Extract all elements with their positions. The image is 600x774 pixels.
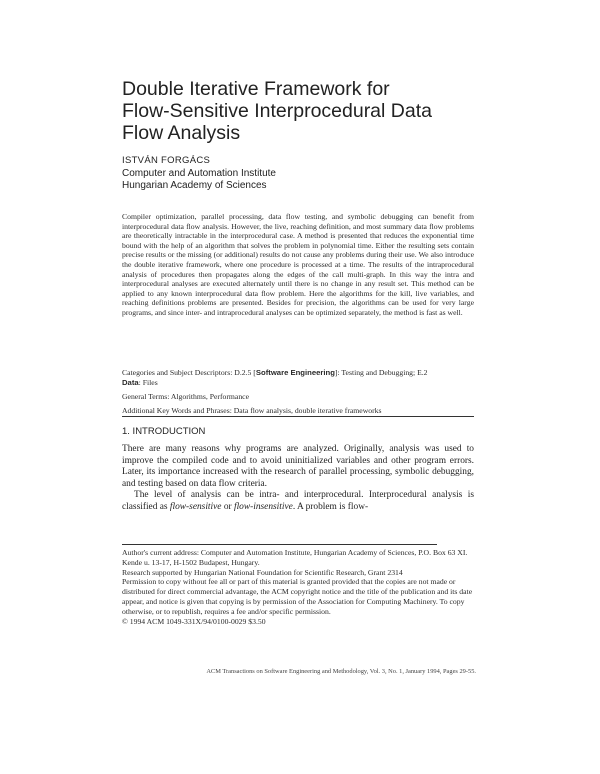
categories-descriptors (122, 368, 474, 387)
categories-label: Categories and Subject Descriptors: (122, 368, 233, 377)
emphasis-flow-insensitive: flow-insensitive (233, 501, 293, 512)
footnote-copyright: © 1994 ACM 1049-331X/94/0100-0029 $3.50 (122, 616, 266, 626)
affiliation-line-1: Computer and Automation Institute (122, 168, 276, 179)
paper-title (122, 78, 482, 144)
title-line-3: Flow Analysis (122, 122, 241, 144)
affiliation-line-2: Hungarian Academy of Sciences (122, 180, 267, 191)
title-line-1: Double Iterative Framework for (122, 78, 390, 100)
paragraph-1: There are many reasons why programs are analyzed. Originally, analysis was used to improve the compiled code and to avoid uninitialized variables and other program errors. Later, its importance increased with the research of parallel processing, symbolic debugging, and testing based on data flow criteria. (122, 444, 474, 489)
footnote-address: Author's current address: Computer and Automation Institute, Hungarian Academy of Sciences, P.O. Box 63 XI. Kende u. 13-17, H-1502 Budapest, Hungary. (122, 548, 468, 567)
abstract: Compiler optimization, parallel processing, data flow testing, and symbolic debugging can benefit from interprocedural data flow analysis. However, the live, reaching definition, and most summary data flow problems are theoretically intractable in the interprocedural case. A method is presented that reduces the exponential time bound with the help of an algorithm that solves the problem in polynomial time. Either the resulting sets contain precise results or the missing (or additional) results do not cause any problems during their use. We also introduce the double iterative framework, where one procedure is processed at a time. The results of the intraprocedural analysis of procedures then propagates along the edges of the call multi-graph. In this way the intra and interprocedural analyses are executed alternately until there is no change in any result set. This method can be applied to any known interprocedural data flow problem. Here the algorithms for the kill, live variables, and reaching definitions problems are presented. Besides for precision, the algorithms can be used for very large programs, and since inter- and intraprocedural analyses can be optimized separately, the method is fast as well. (122, 212, 474, 317)
paragraph-2-b: or (221, 501, 234, 512)
categories-line2-bold: Data (122, 377, 139, 387)
footnote-permission: Permission to copy without fee all or part of this material is granted provided that the copies are not made or distributed for direct commercial advantage, the ACM copyright notice and the title of the publication and its date appear, and notice is given that copying is by permission of the Association for Computing Machinery. To copy otherwise, or to republish, requires a fee and/or specific permission. (122, 577, 473, 616)
body-text (122, 444, 474, 514)
paragraph-2 (122, 490, 474, 513)
paragraph-2-c: . A problem is flow- (292, 501, 369, 512)
footnote (122, 548, 474, 626)
author-affiliation (122, 168, 276, 192)
footnote-divider (122, 544, 437, 545)
title-line-2: Flow-Sensitive Interprocedural Data (122, 100, 432, 122)
paragraph-2-a: The level of analysis can be intra- and interprocedural. Interprocedural analysis is classified as (122, 490, 474, 512)
categories-line2: : Files (138, 377, 158, 387)
categories-text-2: ]: Testing and Debugging; E.2 (334, 368, 428, 377)
footnote-support: Research supported by Hungarian National Foundation for Scientific Research, Grant 2314 (122, 567, 403, 577)
general-terms: General Terms: Algorithms, Performance (122, 392, 249, 401)
categories-text: D.2.5 [ (232, 368, 256, 377)
header-divider (122, 416, 474, 417)
section-heading: 1. INTRODUCTION (122, 426, 206, 437)
categories-bold: Software Engineering (255, 368, 335, 377)
emphasis-flow-sensitive: flow-sensitive (169, 501, 222, 512)
author-name: ISTVÁN FORGÁCS (122, 155, 211, 166)
keywords: Additional Key Words and Phrases: Data flow analysis, double iterative frameworks (122, 406, 382, 415)
running-footer: ACM Transactions on Software Engineering and Methodology, Vol. 3, No. 1, January 1994, Pages 29-55. (206, 668, 476, 675)
